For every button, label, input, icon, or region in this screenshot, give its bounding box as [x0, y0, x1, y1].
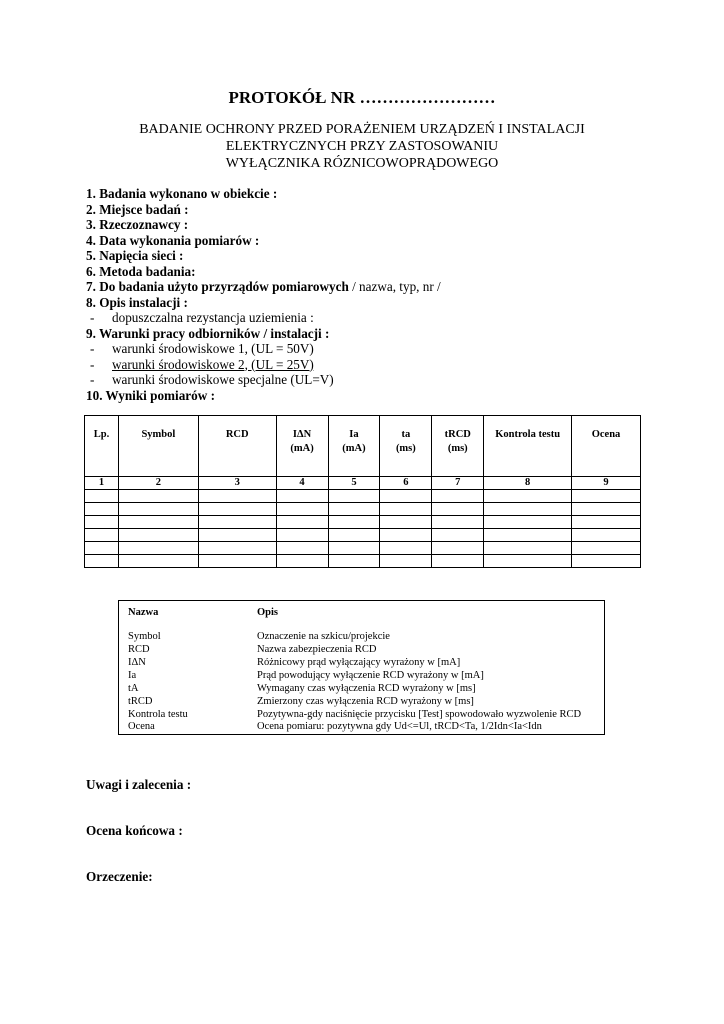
table-cell: [432, 490, 484, 503]
sub-item-text: dopuszczalna rezystancja uziemienia :: [112, 310, 314, 325]
table-row: [85, 490, 641, 503]
number-cell: 6: [380, 477, 432, 490]
table-cell: [198, 516, 276, 529]
table-cell: [276, 529, 328, 542]
header-cell-lp: Lp.: [85, 416, 119, 477]
table-cell: [432, 516, 484, 529]
table-cell: [484, 503, 572, 516]
table-cell: [276, 503, 328, 516]
document-subtitle: [0, 121, 724, 172]
table-cell: [276, 542, 328, 555]
sub-item-text: warunki środowiskowe specjalne (UL=V): [112, 372, 334, 387]
table-cell: [572, 542, 641, 555]
header-cell-rating: Ocena: [572, 416, 641, 477]
table-cell: [85, 555, 119, 568]
table-cell: [484, 542, 572, 555]
table-cell: [276, 555, 328, 568]
number-cell: 1: [85, 477, 119, 490]
subtitle-line: BADANIE OCHRONY PRZED PORAŻENIEM URZĄDZEŃ I INSTALACJI: [139, 122, 585, 137]
sub-item-env-special: [86, 372, 686, 388]
subtitle-line: ELEKTRYCZNYCH PRZY ZASTOSOWANIU: [225, 139, 499, 154]
table-cell: [328, 555, 380, 568]
table-cell: [85, 529, 119, 542]
table-row: [85, 516, 641, 529]
document-title: PROTOKÓŁ NR ……………………: [228, 88, 496, 107]
table-cell: [118, 490, 198, 503]
dash: -: [90, 310, 95, 325]
dash: -: [90, 356, 95, 372]
sub-item-text: warunki środowiskowe 1, (UL = 50V): [112, 341, 314, 356]
table-cell: [118, 516, 198, 529]
table-cell: [484, 529, 572, 542]
item-instruments-note: / nazwa, typ, nr /: [348, 279, 441, 294]
table-cell: [572, 529, 641, 542]
dash: -: [90, 372, 95, 387]
table-cell: [85, 542, 119, 555]
header-cell-test-control: Kontrola testu: [484, 416, 572, 477]
table-cell: [198, 529, 276, 542]
table-cell: [328, 516, 380, 529]
table-number-row: [85, 477, 641, 490]
header-cell-ta: ta (ms): [380, 416, 432, 477]
table-cell: [328, 529, 380, 542]
table-cell: [276, 490, 328, 503]
table-header-row: [85, 416, 641, 477]
header-cell-rcd: RCD: [198, 416, 276, 477]
table-cell: [118, 529, 198, 542]
table-cell: [572, 503, 641, 516]
table-cell: [85, 490, 119, 503]
item-place: 2. Miejsce badań :: [86, 201, 189, 217]
table-cell: [198, 503, 276, 516]
table-cell: [198, 490, 276, 503]
table-cell: [432, 529, 484, 542]
table-cell: [328, 490, 380, 503]
header-cell-ia: Ia (mA): [328, 416, 380, 477]
verdict-label: Orzeczenie:: [86, 869, 153, 884]
number-cell: 3: [198, 477, 276, 490]
item-instruments-label: 7. Do badania użyto przyrządów pomiarowych: [86, 279, 349, 294]
table-cell: [572, 555, 641, 568]
table-cell: [198, 542, 276, 555]
table-cell: [380, 542, 432, 555]
table-cell: [484, 555, 572, 568]
table-cell: [198, 555, 276, 568]
table-row: [85, 542, 641, 555]
sub-item-env2: [86, 357, 686, 373]
final-rating-label: Ocena końcowa :: [86, 823, 183, 838]
number-cell: 5: [328, 477, 380, 490]
number-cell: 9: [572, 477, 641, 490]
item-voltage: 5. Napięcia sieci :: [86, 248, 184, 263]
table-cell: [328, 503, 380, 516]
table-cell: [380, 555, 432, 568]
results-table: [84, 415, 641, 568]
table-row: [85, 503, 641, 516]
table-cell: [328, 542, 380, 555]
item-conditions: 9. Warunki pracy odbiorników / instalacji :: [86, 325, 330, 341]
number-cell: 2: [118, 477, 198, 490]
table-row: [85, 529, 641, 542]
table-cell: [432, 503, 484, 516]
legend-header-desc: Opis: [257, 607, 279, 618]
table-cell: [380, 529, 432, 542]
item-installation: 8. Opis instalacji :: [86, 294, 188, 310]
item-results: 10. Wyniki pomiarów :: [86, 387, 215, 403]
number-cell: 7: [432, 477, 484, 490]
header-cell-symbol: Symbol: [118, 416, 198, 477]
table-cell: [572, 516, 641, 529]
sub-item-text: warunki środowiskowe 2, (UL = 25V): [112, 356, 314, 372]
table-cell: [118, 542, 198, 555]
item-method: 6. Metoda badania:: [86, 263, 196, 279]
item-experts: 3. Rzeczoznawcy :: [86, 217, 189, 232]
table-cell: [484, 516, 572, 529]
table-cell: [380, 490, 432, 503]
table-cell: [380, 503, 432, 516]
subtitle-line: WYŁĄCZNIKA RÓZNICOWOPRĄDOWEGO: [225, 156, 499, 171]
legend-box: Nazwa Opis Symbol Oznaczenie na szkicu/projekcie RCD Nazwa zabezpieczenia RCD IΔN Różnicowy prąd wyłączający wyrażony w [mA] Ia Prąd powodujący wyłączenie RCD wyrażony w [mA] tA Wymagany czas wyłączenia RCD wyrażony w [ms] tRCD Zmierzony czas wyłączenia RCD wyrażony w [ms] Kontrola testu Pozytywna-gdy naciśnięcie przycisku [Test] spowodowało wyzwolenie RCD Ocena Ocena pomiaru: pozytywna gdy Ud<=Ul, tRCD<Ta, 1/2Idn<Ia<Idn: [118, 600, 605, 735]
table-cell: [572, 490, 641, 503]
table-cell: [432, 542, 484, 555]
table-cell: [85, 503, 119, 516]
table-cell: [432, 555, 484, 568]
number-cell: 4: [276, 477, 328, 490]
number-cell: 8: [484, 477, 572, 490]
table-cell: [276, 516, 328, 529]
table-cell: [85, 516, 119, 529]
sub-item-env1: [86, 341, 686, 357]
legend-header-name: Nazwa: [128, 607, 159, 618]
sub-item-resistance: [86, 310, 686, 326]
header-cell-trcd: tRCD (ms): [432, 416, 484, 477]
table-cell: [484, 490, 572, 503]
table-row: [85, 555, 641, 568]
header-cell-idn: IΔN (mA): [276, 416, 328, 477]
remarks-label: Uwagi i zalecenia :: [86, 777, 192, 792]
table-cell: [380, 516, 432, 529]
table-cell: [118, 503, 198, 516]
item-date: 4. Data wykonania pomiarów :: [86, 232, 260, 248]
item-instruments: [86, 279, 686, 295]
item-object: 1. Badania wykonano w obiekcie :: [86, 186, 278, 201]
protocol-items: [86, 186, 686, 403]
dash: -: [90, 341, 95, 356]
table-cell: [118, 555, 198, 568]
